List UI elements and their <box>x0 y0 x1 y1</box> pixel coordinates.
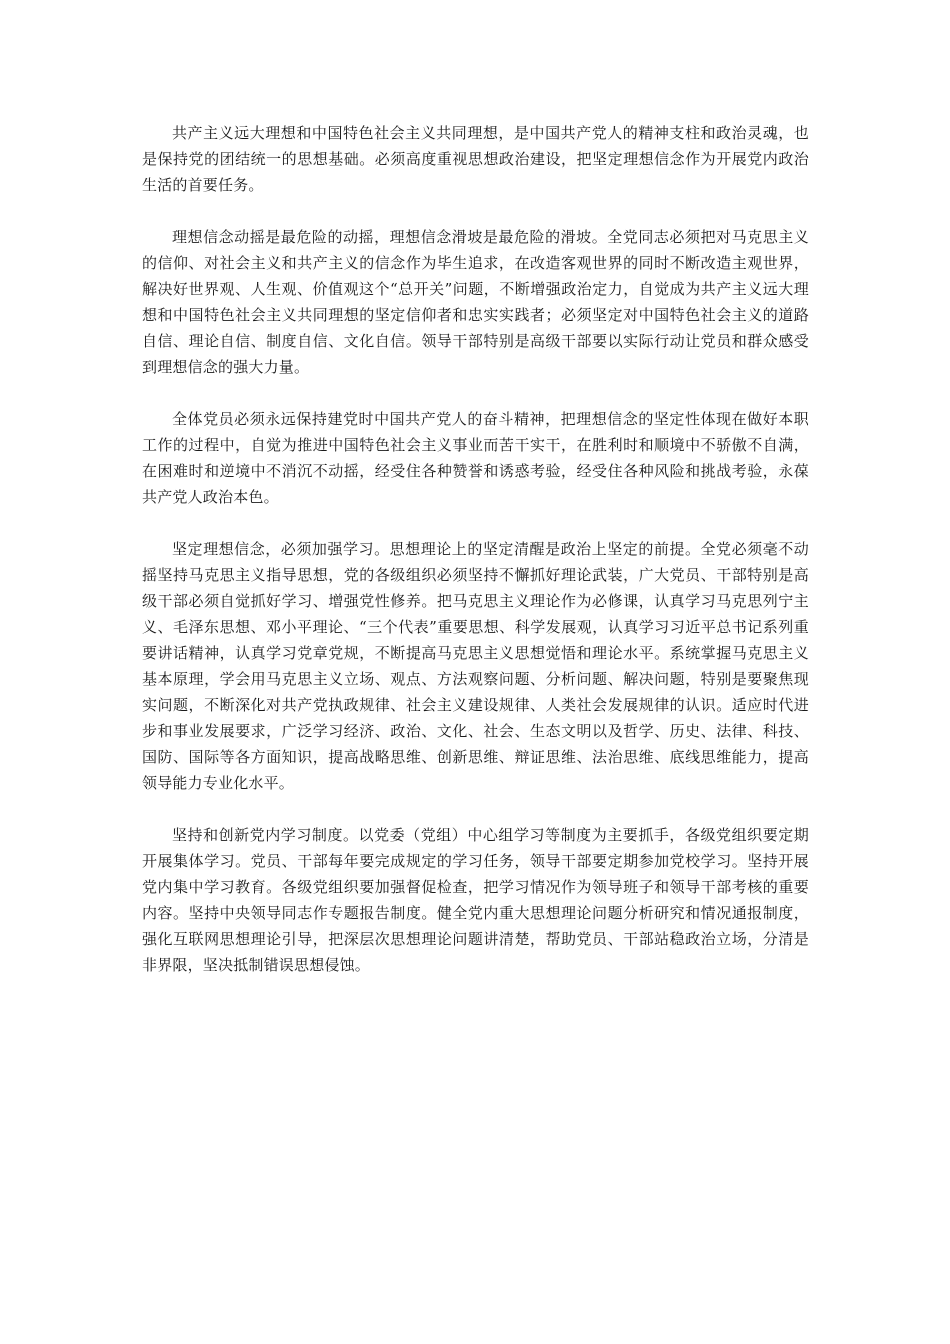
paragraph-4: 坚定理想信念，必须加强学习。思想理论上的坚定清醒是政治上坚定的前提。全党必须毫不动摇坚持马克思主义指导思想，党的各级组织必须坚持不懈抓好理论武装，广大党员、干部特别是高级干部必须自觉抓好学习、增强党性修养。把马克思主义理论作为必修课，认真学习马克思列宁主义、毛泽东思想、邓小平理论、“三个代表”重要思想、科学发展观，认真学习习近平总书记系列重要讲话精神，认真学习党章党规，不断提高马克思主义思想觉悟和理论水平。系统掌握马克思主义基本原理，学会用马克思主义立场、观点、方法观察问题、分析问题、解决问题，特别是要聚焦现实问题，不断深化对共产党执政规律、社会主义建设规律、人类社会发展规律的认识。适应时代进步和事业发展要求，广泛学习经济、政治、文化、社会、生态文明以及哲学、历史、法律、科技、国防、国际等各方面知识，提高战略思维、创新思维、辩证思维、法治思维、底线思维能力，提高领导能力专业化水平。 <box>142 540 809 792</box>
paragraph-5: 坚持和创新党内学习制度。以党委（党组）中心组学习等制度为主要抓手，各级党组织要定期开展集体学习。党员、干部每年要完成规定的学习任务，领导干部要定期参加党校学习。坚持开展党内集中学习教育。各级党组织要加强督促检查，把学习情况作为领导班子和领导干部考核的重要内容。坚持中央领导同志作专题报告制度。健全党内重大思想理论问题分析研究和情况通报制度，强化互联网思想理论引导，把深层次思想理论问题讲清楚，帮助党员、干部站稳政治立场，分清是非界限，坚决抵制错误思想侵蚀。 <box>142 826 809 974</box>
paragraph-2: 理想信念动摇是最危险的动摇，理想信念滑坡是最危险的滑坡。全党同志必须把对马克思主义的信仰、对社会主义和共产主义的信念作为毕生追求，在改造客观世界的同时不断改造主观世界，解决好世界观、人生观、价值观这个“总开关”问题，不断增强政治定力，自觉成为共产主义远大理想和中国特色社会主义共同理想的坚定信仰者和忠实实践者；必须坚定对中国特色社会主义的道路自信、理论自信、制度自信、文化自信。领导干部特别是高级干部要以实际行动让党员和群众感受到理想信念的强大力量。 <box>142 228 809 376</box>
paragraph-1: 共产主义远大理想和中国特色社会主义共同理想，是中国共产党人的精神支柱和政治灵魂，也是保持党的团结统一的思想基础。必须高度重视思想政治建设，把坚定理想信念作为开展党内政治生活的首要任务。 <box>142 124 809 194</box>
document-body <box>142 120 809 1004</box>
paragraph-3: 全体党员必须永远保持建党时中国共产党人的奋斗精神，把理想信念的坚定性体现在做好本职工作的过程中，自觉为推进中国特色社会主义事业而苦干实干，在胜利时和顺境中不骄傲不自满，在困难时和逆境中不消沉不动摇，经受住各种赞誉和诱惑考验，经受住各种风险和挑战考验，永葆共产党人政治本色。 <box>142 410 809 506</box>
